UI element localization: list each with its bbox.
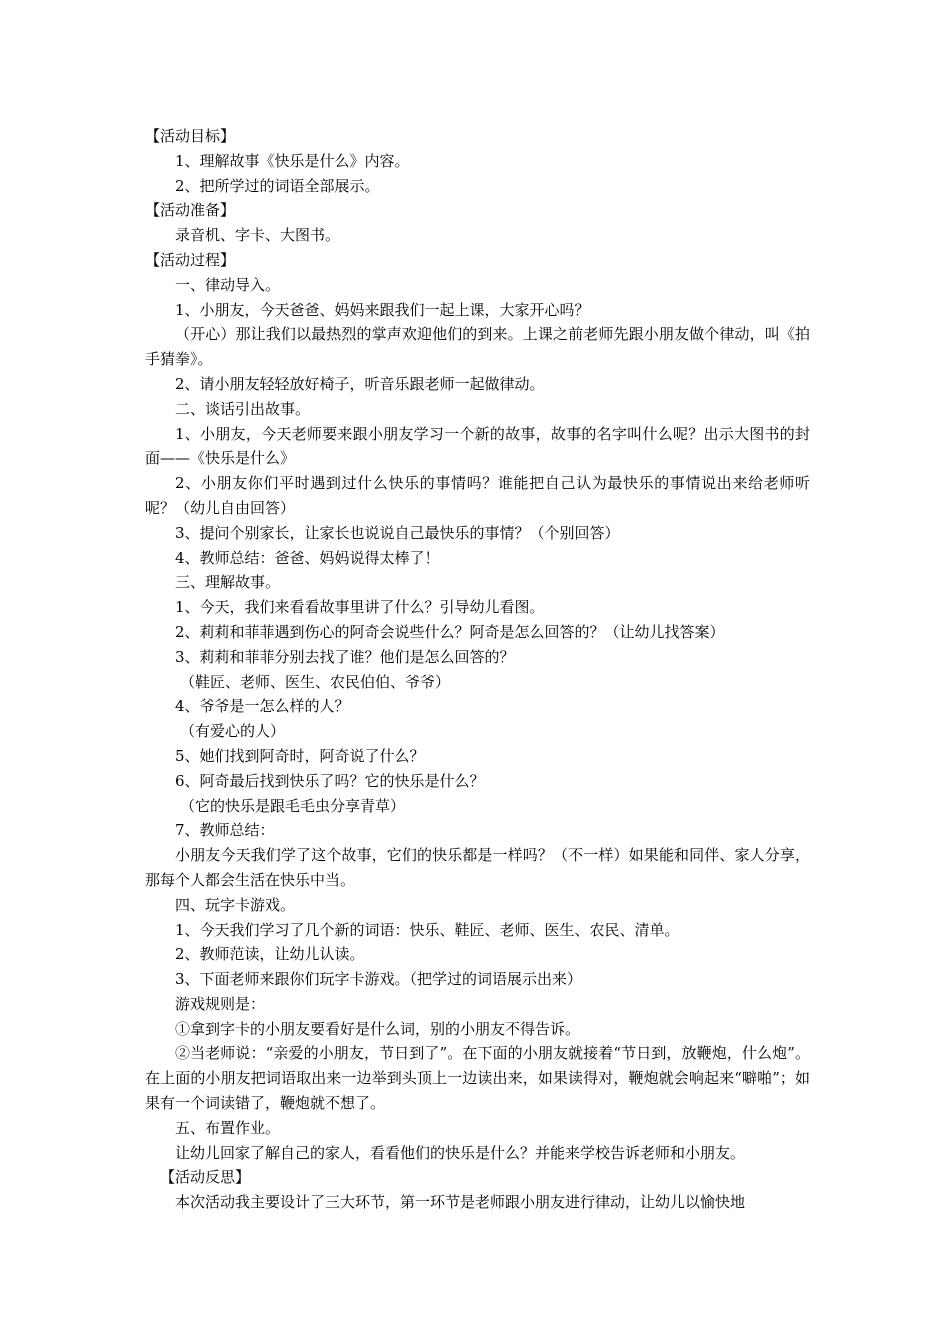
section-title: 二、谈话引出故事。 <box>175 399 311 418</box>
paragraph: 本次活动我主要设计了三大环节，第一环节是老师跟小朋友进行律动，让幼儿以愉快地 <box>175 1193 746 1212</box>
document-body <box>145 124 810 1215</box>
preparation-text: 录音机、字卡、大图书。 <box>175 226 341 245</box>
paragraph: 3、下面老师来跟你们玩字卡游戏。（把学过的词语展示出来） <box>175 970 583 989</box>
paragraph: 1、今天，我们来看看故事里讲了什么？引导幼儿看图。 <box>175 598 545 617</box>
paragraph: ①拿到字卡的小朋友要看好是什么词，别的小朋友不得告诉。 <box>175 1019 581 1038</box>
paragraph: 2、请小朋友轻轻放好椅子，听音乐跟老师一起做律动。 <box>175 374 545 393</box>
section-title: 四、玩字卡游戏。 <box>175 895 296 914</box>
paragraph: 7、教师总结： <box>175 821 275 840</box>
heading-goals: 【活动目标】 <box>145 127 236 145</box>
goal-item: 1、理解故事《快乐是什么》内容。 <box>175 151 410 170</box>
paragraph: 3、提问个别家长，让家长也说说自己最快乐的事情？（个别回答） <box>175 523 620 542</box>
paragraph: 游戏规则是： <box>175 994 266 1013</box>
paragraph: 6、阿奇最后找到快乐了吗？它的快乐是什么？ <box>175 771 485 790</box>
answer-text: （鞋匠、老师、医生、农民伯伯、爷爷） <box>180 672 451 691</box>
paragraph: 1、今天我们学习了几个新的词语：快乐、鞋匠、老师、医生、农民、清单。 <box>175 920 680 939</box>
paragraph: 5、她们找到阿奇时，阿奇说了什么？ <box>175 746 425 765</box>
section-title: 五、布置作业。 <box>175 1118 281 1137</box>
paragraph: 2、小朋友你们平时遇到过什么快乐的事情吗？谁能把自己认为最快乐的事情说出来给老师听呢？（幼儿自由回答） <box>145 474 810 517</box>
paragraph: 2、教师范读，让幼儿认读。 <box>175 945 365 964</box>
heading-preparation: 【活动准备】 <box>145 201 236 220</box>
paragraph: ②当老师说：“亲爱的小朋友，节日到了”。在下面的小朋友就接着“节日到，放鞭炮，什么炮”。在上面的小朋友把词语取出来一边举到头顶上一边读出来，如果读得对，鞭炮就会响起来“噼啪”；如果有一个词读错了，鞭炮就不想了。 <box>145 1044 810 1113</box>
paragraph: 4、教师总结：爸爸、妈妈说得太棒了！ <box>175 548 440 567</box>
paragraph: 3、莉莉和菲菲分别去找了谁？他们是怎么回答的？ <box>175 647 515 666</box>
section-title: 三、理解故事。 <box>175 573 281 592</box>
section-title: 一、律动导入。 <box>175 275 281 294</box>
heading-process: 【活动过程】 <box>145 250 236 269</box>
paragraph: 1、小朋友，今天爸爸、妈妈来跟我们一起上课，大家开心吗？ <box>175 300 590 319</box>
paragraph: 4、爷爷是一怎么样的人？ <box>175 697 350 716</box>
answer-text: （有爱心的人） <box>180 722 286 741</box>
paragraph: 让幼儿回家了解自己的家人，看看他们的快乐是什么？并能来学校告诉老师和小朋友。 <box>175 1143 746 1162</box>
goal-item: 2、把所学过的词语全部展示。 <box>175 176 380 195</box>
paragraph: 小朋友今天我们学了这个故事，它们的快乐都是一样吗？（不一样）如果能和同伴、家人分享，那每个人都会生活在快乐中当。 <box>145 846 810 889</box>
heading-reflection: 【活动反思】 <box>160 1168 251 1187</box>
paragraph: 1、小朋友，今天老师要来跟小朋友学习一个新的故事，故事的名字叫什么呢？出示大图书的封面——《快乐是什么》 <box>145 424 810 468</box>
paragraph: 2、莉莉和菲菲遇到伤心的阿奇会说些什么？阿奇是怎么回答的？（让幼儿找答案） <box>175 622 725 641</box>
answer-text: （它的快乐是跟毛毛虫分享青草） <box>180 796 406 815</box>
paragraph: （开心）那让我们以最热烈的掌声欢迎他们的到来。上课之前老师先跟小朋友做个律动，叫《拍手猜拳》。 <box>145 325 810 369</box>
